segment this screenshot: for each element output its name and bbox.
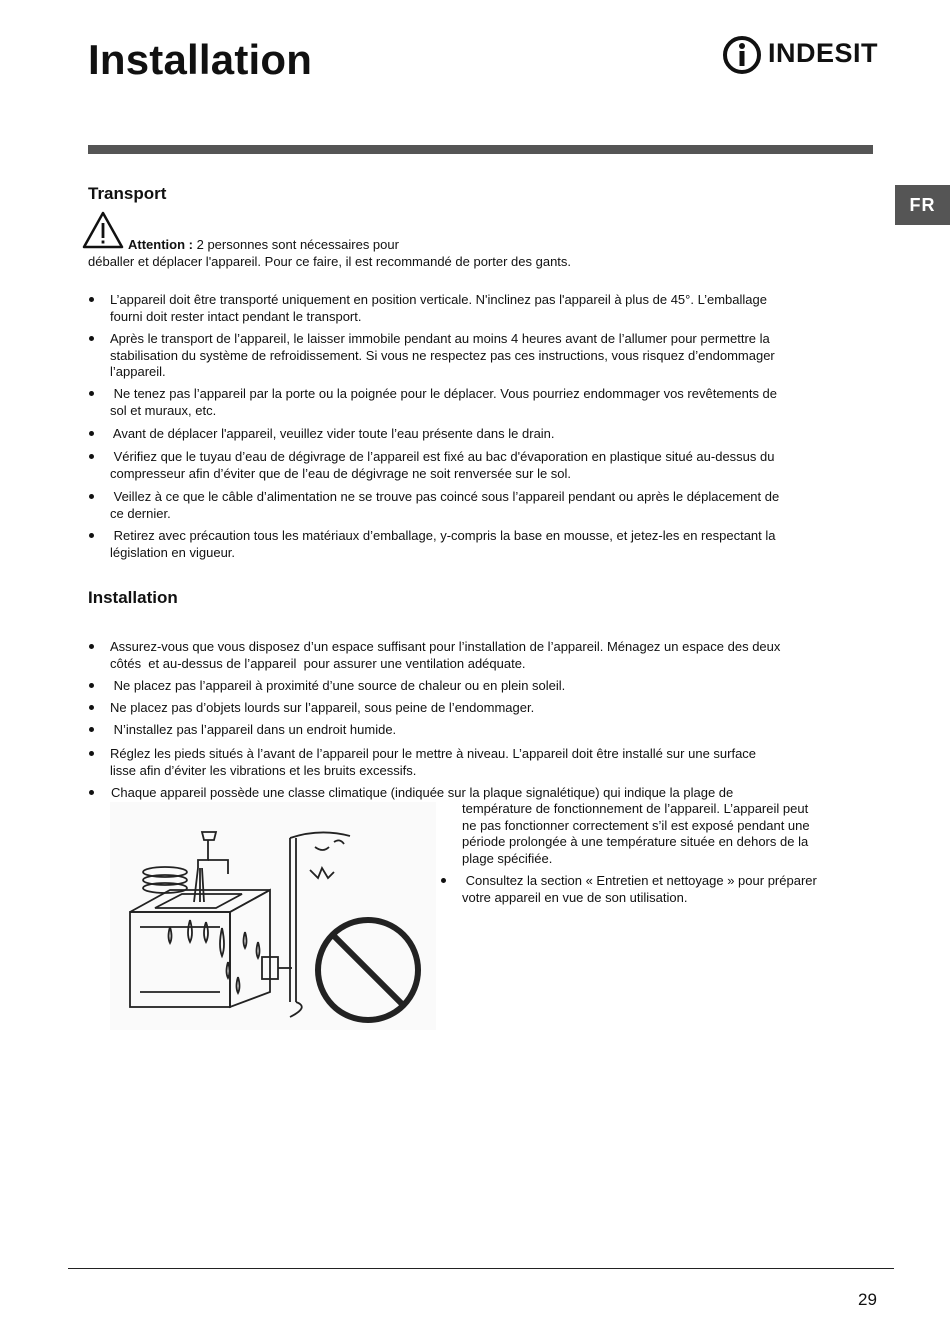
humid-place-illustration [110, 802, 436, 1030]
bullet-icon [89, 454, 94, 459]
transport-heading: Transport [88, 184, 167, 203]
warning-icon [82, 211, 124, 249]
climate-line: plage spécifiée. [462, 850, 553, 866]
bullet-icon [89, 297, 94, 302]
bullet-icon [89, 683, 94, 688]
page-number: 29 [858, 1290, 877, 1309]
bullet-icon [89, 533, 94, 538]
list-item-line: Retirez avec précaution tous les matériaux d’emballage, y-compris la base en mousse, et jetez-les en respectant la [110, 528, 776, 543]
climate-line: ne pas fonctionner correctement s’il est exposé pendant une [462, 817, 810, 833]
list-item-line: l’appareil. [110, 364, 166, 380]
climate-line: température de fonctionnement de l’appareil. L’appareil peut [462, 801, 809, 816]
indesit-logo [722, 32, 882, 78]
list-item-line: fourni doit rester intact pendant le transport. [110, 308, 362, 324]
bullet-icon [89, 705, 94, 710]
attention-text1: 2 personnes sont nécessaires pour [196, 237, 399, 252]
bullet-icon [89, 751, 94, 756]
list-item-line: L’appareil doit être transporté uniquement en position verticale. N'inclinez pas l'appareil à plus de 45°. L’emballage [110, 292, 767, 307]
list-item-line: législation en vigueur. [110, 544, 236, 560]
list-item-line: ce dernier. [110, 505, 171, 521]
list-item-line: N’installez pas l’appareil dans un endroit humide. [110, 722, 397, 737]
list-item-line: Ne placez pas d’objets lourds sur l’appareil, sous peine de l’endommager. [110, 700, 535, 715]
bullet-icon [89, 431, 94, 436]
list-item-line: Ne tenez pas l’appareil par la porte ou la poignée pour le déplacer. Vous pourriez endommager vos revêtements de [110, 386, 778, 401]
list-item-line: Vérifiez que le tuyau d’eau de dégivrage de l’appareil est fixé au bac d'évaporation en plastique situé au-dessus du [110, 449, 775, 464]
consult-line: votre appareil en vue de son utilisation. [462, 889, 688, 905]
list-item-line: lisse afin d’éviter les vibrations et les bruits excessifs. [110, 762, 417, 778]
bullet-icon [89, 336, 94, 341]
bullet-icon [89, 727, 94, 732]
bullet-icon [89, 391, 94, 396]
list-item-line: stabilisation du système de refroidissement. Si vous ne respectez pas ces instructions, vous risquez d’endommager [110, 347, 775, 363]
climate-bullet [89, 790, 94, 795]
page-title: Installation [88, 36, 313, 83]
list-item-line: Après le transport de l’appareil, le laisser immobile pendant au moins 4 heures avant de l’allumer pour permettre la [110, 331, 770, 346]
consult-bullet [441, 878, 446, 883]
bullet-icon [89, 494, 94, 499]
list-item-line: sol et muraux, etc. [110, 402, 217, 418]
attention-label: Attention : [128, 237, 193, 252]
bottom-divider [68, 1268, 894, 1269]
attention-line1 [128, 237, 399, 254]
climate-line: période prolongée à une température située en dehors de la [462, 834, 809, 850]
list-item-line: compresseur afin d’éviter que de l’eau de dégivrage ne soit renversée sur le sol. [110, 465, 572, 481]
brand-name: INDESIT [768, 38, 879, 68]
language-tab: FR [895, 185, 950, 225]
attention-line2: déballer et déplacer l'appareil. Pour ce faire, il est recommandé de porter des gants. [88, 254, 572, 269]
indesit-logo-icon [722, 32, 766, 78]
installation-heading: Installation [88, 588, 178, 607]
list-item-line: côtés et au-dessus de l’appareil pour assurer une ventilation adéquate. [110, 655, 526, 671]
list-item-line: Avant de déplacer l'appareil, veuillez vider toute l’eau présente dans le drain. [110, 426, 555, 441]
bullet-icon [89, 644, 94, 649]
consult-line: Consultez la section « Entretien et nettoyage » pour préparer [462, 873, 817, 888]
list-item-line: Ne placez pas l’appareil à proximité d’une source de chaleur ou en plein soleil. [110, 678, 566, 693]
top-divider [88, 145, 873, 154]
list-item-line: Réglez les pieds situés à l’avant de l’appareil pour le mettre à niveau. L’appareil doit être installé sur une surface [110, 746, 757, 761]
list-item-line: Assurez-vous que vous disposez d’un espace suffisant pour l’installation de l’appareil. Ménagez un espace des deux [110, 639, 781, 654]
list-item-line: Veillez à ce que le câble d’alimentation ne se trouve pas coincé sous l’appareil pendant ou après le déplacement de [110, 489, 780, 504]
climate-line1: Chaque appareil possède une classe climatique (indiquée sur la plaque signalétique) qui indique la plage de [111, 785, 734, 800]
